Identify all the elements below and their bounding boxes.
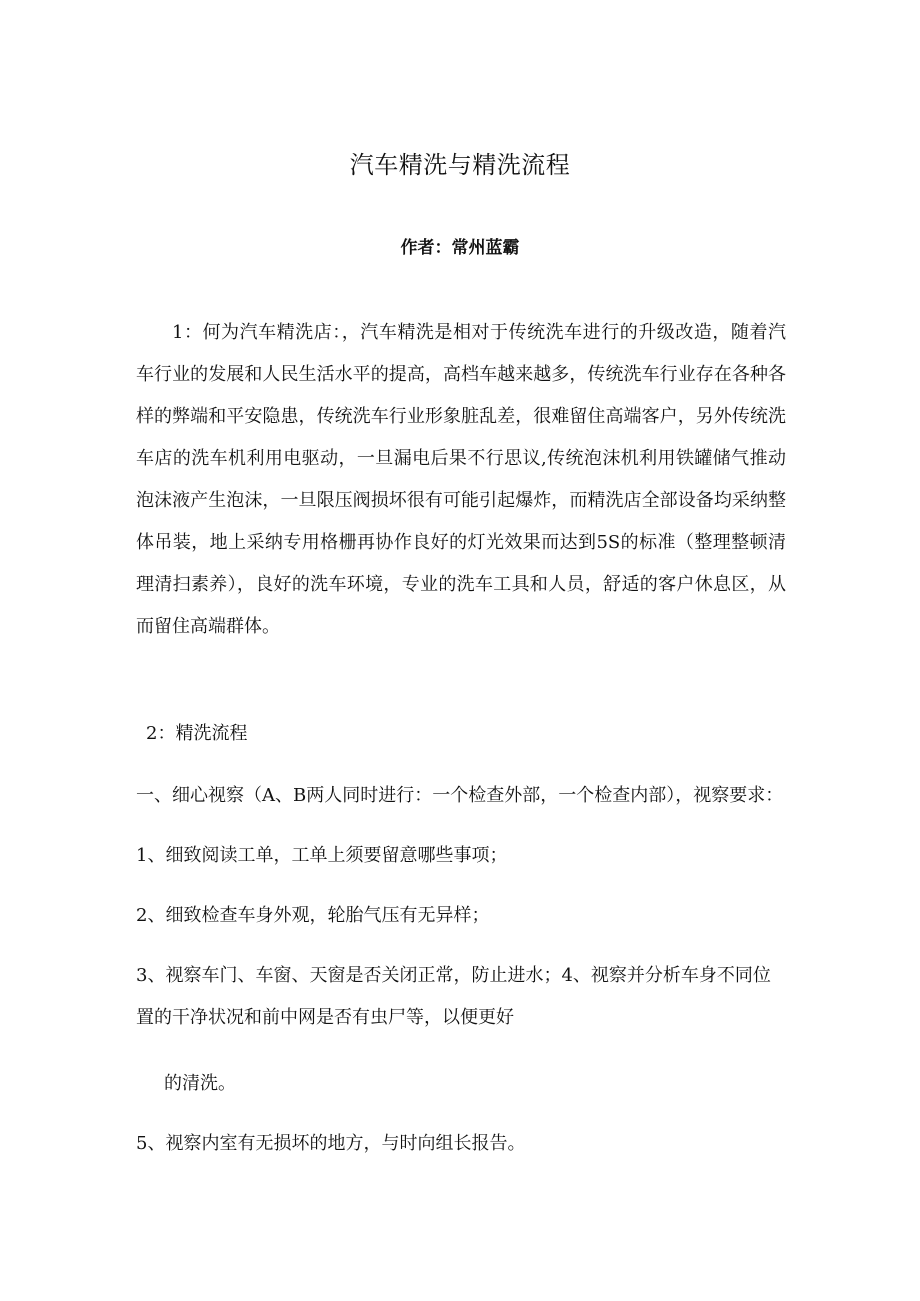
step-heading-inspection: 一、细心视察（A、B两人同时进行：一个检查外部，一个检查内部），视察要求： [136,785,784,806]
list-item-2: 2、细致检查车身外观，轮胎气压有无异样； [136,905,490,926]
list-item-3-4-continuation: 的清洗。 [164,1073,236,1094]
list-item-3-4: 3、视察车门、车窗、天窗是否关闭正常，防止进水；4、视察并分析车身不同位置的干净状况和前中网是否有虫尸等，以便更好 [136,965,771,1028]
section-heading-process: 2：精洗流程 [146,723,248,744]
list-item-1: 1、细致阅读工单，工单上须要留意哪些事项； [136,845,508,866]
paragraph-intro: 1：何为汽车精洗店：，汽车精洗是相对于传统洗车进行的升级改造，随着汽车行业的发展和人民生活水平的提高，高档车越来越多，传统洗车行业存在各种各样的弊端和平安隐患，传统洗车行业形象脏乱差，很难留住高端客户，另外传统洗车店的洗车机利用电驱动，一旦漏电后果不行思议,传统泡沫机利用铁罐储气推动泡沫液产生泡沫，一旦限压阀损坏很有可能引起爆炸，而精洗店全部设备均采纳整体吊装，地上采纳专用格栅再协作良好的灯光效果而达到5S的标准（整理整顿清理清扫素养），良好的洗车环境，专业的洗车工具和人员，舒适的客户休息区，从而留住高端群体。 [136,322,786,637]
document-title: 汽车精洗与精洗流程 [349,151,571,179]
document-author: 作者：常州蓝霸 [400,238,520,258]
list-item-5: 5、视察内室有无损坏的地方，与时向组长报告。 [136,1133,526,1154]
